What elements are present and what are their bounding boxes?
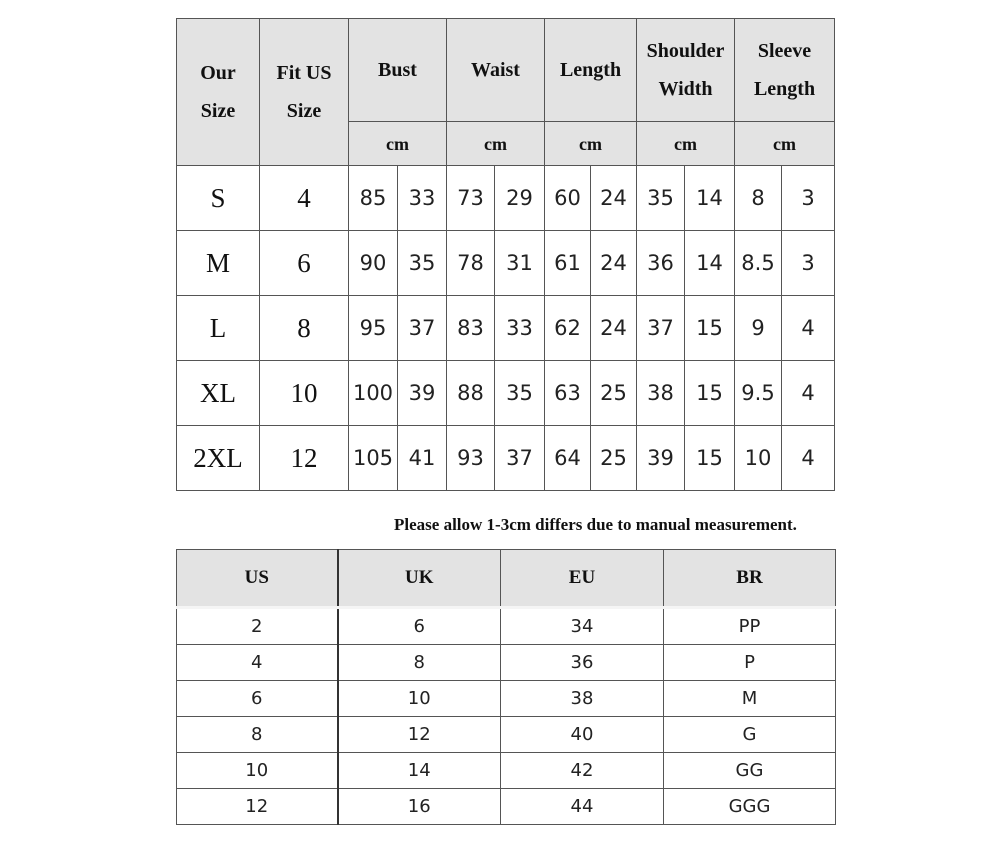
unit-label: cm	[637, 122, 735, 166]
measurement-cell: 25	[591, 361, 637, 426]
measurement-cell: 3	[782, 166, 835, 231]
measurement-cell: 14	[685, 231, 735, 296]
conversion-cell: 6	[177, 681, 338, 717]
table-row	[177, 645, 836, 681]
table-row	[177, 361, 835, 426]
measurement-cell: 62	[545, 296, 591, 361]
measurement-cell: 15	[685, 426, 735, 491]
measurement-cell: 8.5	[735, 231, 782, 296]
conversion-cell: 44	[501, 789, 664, 825]
measurement-cell: 39	[398, 361, 447, 426]
measurement-cell: 24	[591, 296, 637, 361]
measurement-cell: 8	[735, 166, 782, 231]
conversion-cell: 36	[501, 645, 664, 681]
our-size-cell: M	[177, 231, 260, 296]
header-shoulder-width: Shoulder Width	[637, 19, 735, 122]
conversion-cell: 8	[338, 645, 501, 681]
header-fit-us-size: Fit US Size	[260, 19, 349, 166]
header-eu: EU	[501, 550, 664, 608]
measurement-cell: 100	[349, 361, 398, 426]
conversion-cell: 12	[338, 717, 501, 753]
table-row	[177, 166, 835, 231]
conversion-cell: GG	[664, 753, 836, 789]
table-row	[177, 717, 836, 753]
measurement-cell: 41	[398, 426, 447, 491]
fit-us-size-cell: 6	[260, 231, 349, 296]
conversion-cell: 34	[501, 608, 664, 645]
table-row	[177, 426, 835, 491]
header-waist: Waist	[447, 19, 545, 122]
measurement-cell: 24	[591, 166, 637, 231]
measurement-cell: 10	[735, 426, 782, 491]
measurement-cell: 4	[782, 361, 835, 426]
conversion-cell: 12	[177, 789, 338, 825]
conversion-cell: 4	[177, 645, 338, 681]
unit-label: cm	[545, 122, 637, 166]
measurement-cell: 95	[349, 296, 398, 361]
measurement-cell: 93	[447, 426, 495, 491]
measurement-cell: 15	[685, 296, 735, 361]
our-size-cell: L	[177, 296, 260, 361]
measurement-cell: 24	[591, 231, 637, 296]
header-br: BR	[664, 550, 836, 608]
conversion-cell: 14	[338, 753, 501, 789]
unit-label: cm	[735, 122, 835, 166]
conversion-cell: M	[664, 681, 836, 717]
measurement-cell: 37	[637, 296, 685, 361]
measurement-cell: 73	[447, 166, 495, 231]
measurement-cell: 33	[495, 296, 545, 361]
fit-us-size-cell: 8	[260, 296, 349, 361]
measurement-cell: 31	[495, 231, 545, 296]
our-size-cell: XL	[177, 361, 260, 426]
measurement-cell: 14	[685, 166, 735, 231]
measurement-cell: 25	[591, 426, 637, 491]
measurement-cell: 37	[495, 426, 545, 491]
table-row	[177, 789, 836, 825]
header-uk: UK	[338, 550, 501, 608]
measurement-cell: 85	[349, 166, 398, 231]
our-size-cell: S	[177, 166, 260, 231]
conversion-cell: 38	[501, 681, 664, 717]
measurement-cell: 9.5	[735, 361, 782, 426]
size-conversion-table	[176, 549, 836, 825]
measurement-cell: 9	[735, 296, 782, 361]
measurement-cell: 60	[545, 166, 591, 231]
conversion-cell: P	[664, 645, 836, 681]
table-row	[177, 231, 835, 296]
measurement-cell: 61	[545, 231, 591, 296]
conversion-cell: 42	[501, 753, 664, 789]
measurement-cell: 33	[398, 166, 447, 231]
conversion-cell: PP	[664, 608, 836, 645]
measurement-cell: 4	[782, 426, 835, 491]
table-row	[177, 296, 835, 361]
measurement-cell: 29	[495, 166, 545, 231]
unit-label: cm	[349, 122, 447, 166]
measurement-cell: 63	[545, 361, 591, 426]
conversion-cell: GGG	[664, 789, 836, 825]
measurement-note: Please allow 1-3cm differs due to manual measurement.	[394, 515, 797, 534]
measurement-cell: 64	[545, 426, 591, 491]
measurement-cell: 78	[447, 231, 495, 296]
measurement-cell: 83	[447, 296, 495, 361]
conversion-cell: 2	[177, 608, 338, 645]
header-our-size: Our Size	[177, 19, 260, 166]
header-us: US	[177, 550, 338, 608]
fit-us-size-cell: 10	[260, 361, 349, 426]
header-sleeve-length: Sleeve Length	[735, 19, 835, 122]
measurement-cell: 88	[447, 361, 495, 426]
conversion-cell: 8	[177, 717, 338, 753]
conversion-cell: 10	[338, 681, 501, 717]
conversion-cell: 6	[338, 608, 501, 645]
measurement-cell: 36	[637, 231, 685, 296]
header-bust: Bust	[349, 19, 447, 122]
table-row	[177, 681, 836, 717]
table-row	[177, 753, 836, 789]
measurement-cell: 15	[685, 361, 735, 426]
measurement-cell: 39	[637, 426, 685, 491]
measurement-cell: 35	[398, 231, 447, 296]
measurement-cell: 35	[637, 166, 685, 231]
size-chart-table	[176, 18, 835, 491]
fit-us-size-cell: 4	[260, 166, 349, 231]
measurement-cell: 38	[637, 361, 685, 426]
measurement-cell: 4	[782, 296, 835, 361]
measurement-cell: 35	[495, 361, 545, 426]
conversion-cell: 16	[338, 789, 501, 825]
unit-label: cm	[447, 122, 545, 166]
measurement-cell: 90	[349, 231, 398, 296]
conversion-cell: 10	[177, 753, 338, 789]
header-length: Length	[545, 19, 637, 122]
table-row	[177, 608, 836, 645]
measurement-cell: 3	[782, 231, 835, 296]
measurement-cell: 37	[398, 296, 447, 361]
conversion-cell: G	[664, 717, 836, 753]
fit-us-size-cell: 12	[260, 426, 349, 491]
measurement-cell: 105	[349, 426, 398, 491]
our-size-cell: 2XL	[177, 426, 260, 491]
conversion-cell: 40	[501, 717, 664, 753]
